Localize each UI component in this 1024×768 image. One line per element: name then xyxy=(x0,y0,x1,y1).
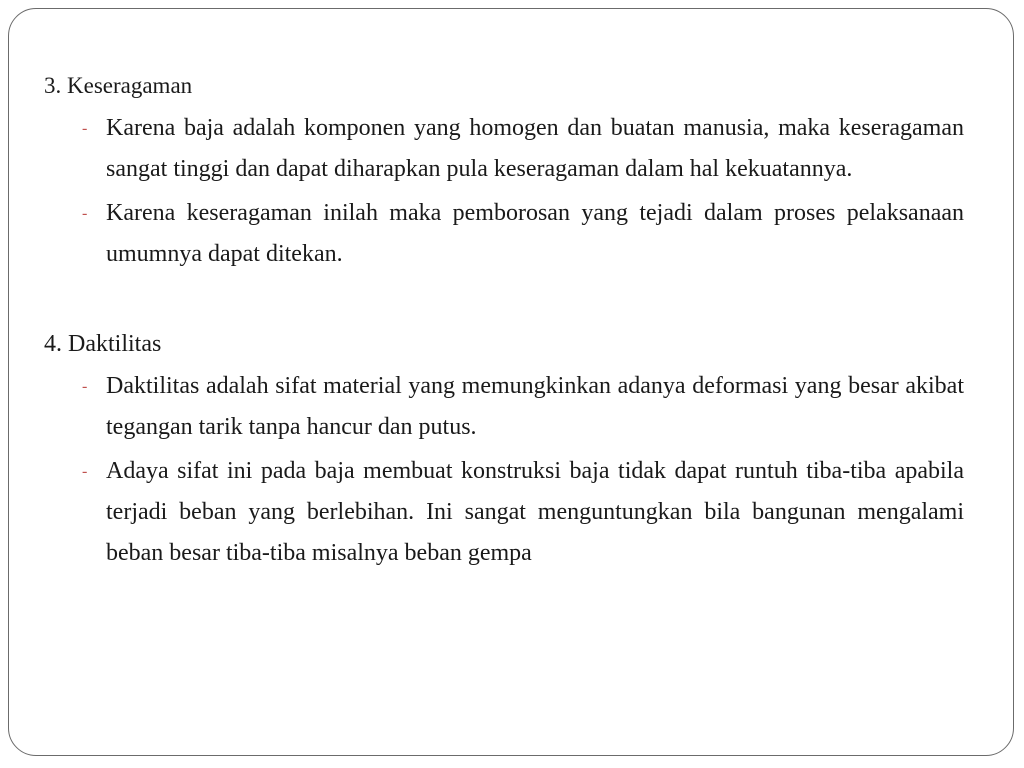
bullet-item xyxy=(44,451,964,574)
section-spacer xyxy=(44,278,964,324)
bullet-dash-icon: - xyxy=(82,378,88,395)
bullet-text: Daktilitas adalah sifat material yang memungkinkan adanya deformasi yang besar akibat tegangan tarik tanpa hancur dan putus. xyxy=(106,373,964,440)
section-heading-keseragaman: 3. Keseragaman xyxy=(44,73,193,98)
bullet-dash-icon: - xyxy=(82,120,88,137)
bullet-item xyxy=(44,366,964,448)
bullet-text: Adaya sifat ini pada baja membuat konstruksi baja tidak dapat runtuh tiba-tiba apabila terjadi beban yang berlebihan. Ini sangat menguntungkan bila bangunan mengalami beban besar tiba-tiba misalnya beban gempa xyxy=(106,458,964,566)
bullet-dash-icon: - xyxy=(82,463,88,480)
section-heading-daktilitas: 4. Daktilitas xyxy=(44,331,162,357)
bullet-item xyxy=(44,193,964,275)
bullet-dash-icon: - xyxy=(82,205,88,222)
bullet-item xyxy=(44,108,964,190)
slide-content xyxy=(44,66,964,577)
bullet-text: Karena keseragaman inilah maka pemborosan yang tejadi dalam proses pelaksanaan umumnya dapat ditekan. xyxy=(106,200,964,267)
bullet-text: Karena baja adalah komponen yang homogen dan buatan manusia, maka keseragaman sangat tinggi dan dapat diharapkan pula keseragaman dalam hal kekuatannya. xyxy=(106,115,964,182)
